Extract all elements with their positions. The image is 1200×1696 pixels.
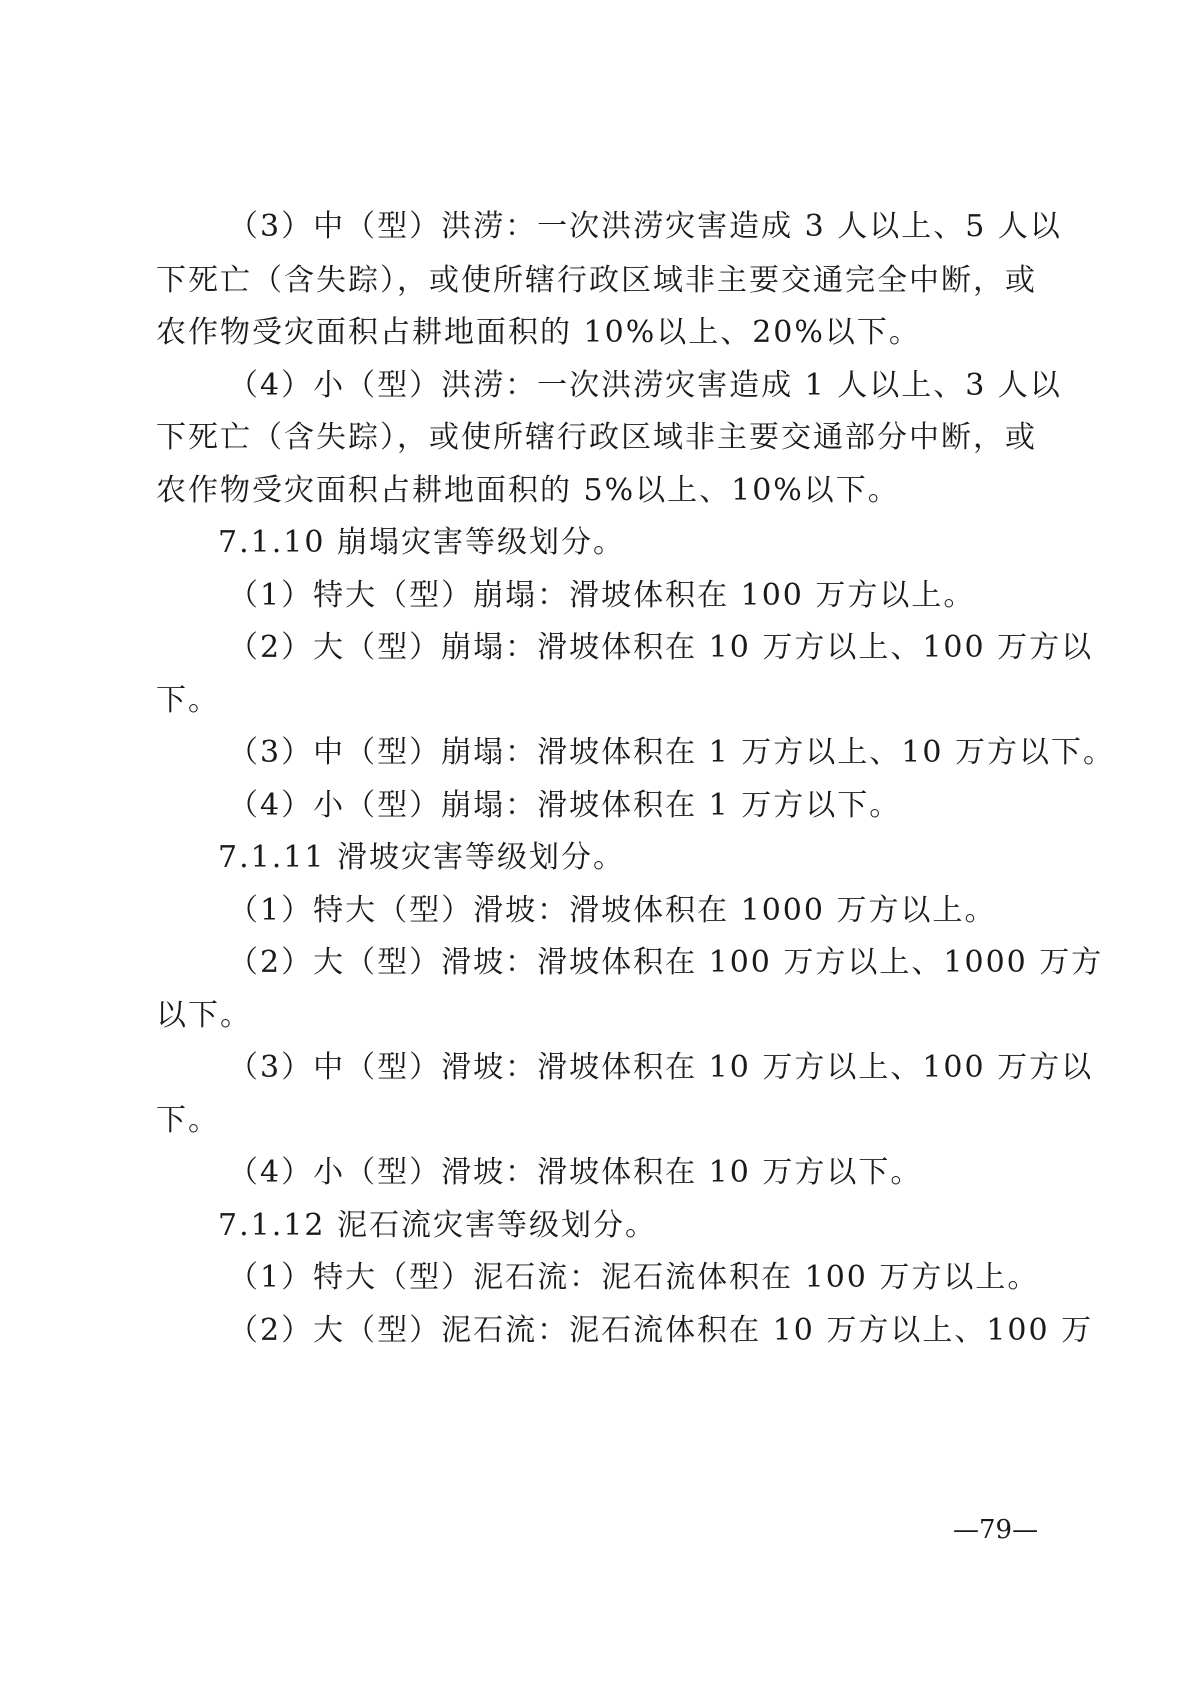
section-heading: 7.1.10 崩塌灾害等级划分。: [218, 525, 625, 560]
text-line: （3）中（型）滑坡：滑坡体积在 10 万方以上、100 万方以: [228, 1050, 1094, 1085]
text-line: 以下。: [156, 998, 252, 1033]
text-line: （3）中（型）崩塌：滑坡体积在 1 万方以上、10 万方以下。: [228, 735, 1115, 770]
page-number: —79—: [953, 1515, 1039, 1545]
text-line: 农作物受灾面积占耕地面积的 10%以上、20%以下。: [156, 315, 921, 350]
text-line: （4）小（型）崩塌：滑坡体积在 1 万方以下。: [228, 788, 902, 823]
text-line: （3）中（型）洪涝：一次洪涝灾害造成 3 人以上、5 人以: [228, 209, 1062, 244]
text-line: （1）特大（型）滑坡：滑坡体积在 1000 万方以上。: [228, 893, 997, 928]
text-line: （1）特大（型）崩塌：滑坡体积在 100 万方以上。: [228, 578, 976, 613]
section-heading: 7.1.12 泥石流灾害等级划分。: [218, 1208, 657, 1243]
text-line: （2）大（型）泥石流：泥石流体积在 10 万方以上、100 万: [228, 1313, 1094, 1348]
text-line: （4）小（型）洪涝：一次洪涝灾害造成 1 人以上、3 人以: [228, 368, 1062, 403]
text-line: 下。: [156, 1103, 220, 1138]
text-line: 下死亡（含失踪），或使所辖行政区域非主要交通完全中断，或: [156, 263, 1037, 298]
text-line: 下。: [156, 683, 220, 718]
text-line: （1）特大（型）泥石流：泥石流体积在 100 万方以上。: [228, 1260, 1040, 1295]
text-line: 农作物受灾面积占耕地面积的 5%以上、10%以下。: [156, 473, 900, 508]
section-heading: 7.1.11 滑坡灾害等级划分。: [218, 840, 625, 875]
text-line: （2）大（型）崩塌：滑坡体积在 10 万方以上、100 万方以: [228, 630, 1094, 665]
text-line: 下死亡（含失踪），或使所辖行政区域非主要交通部分中断，或: [156, 420, 1037, 455]
text-line: （2）大（型）滑坡：滑坡体积在 100 万方以上、1000 万方: [228, 945, 1104, 980]
text-line: （4）小（型）滑坡：滑坡体积在 10 万方以下。: [228, 1155, 923, 1190]
